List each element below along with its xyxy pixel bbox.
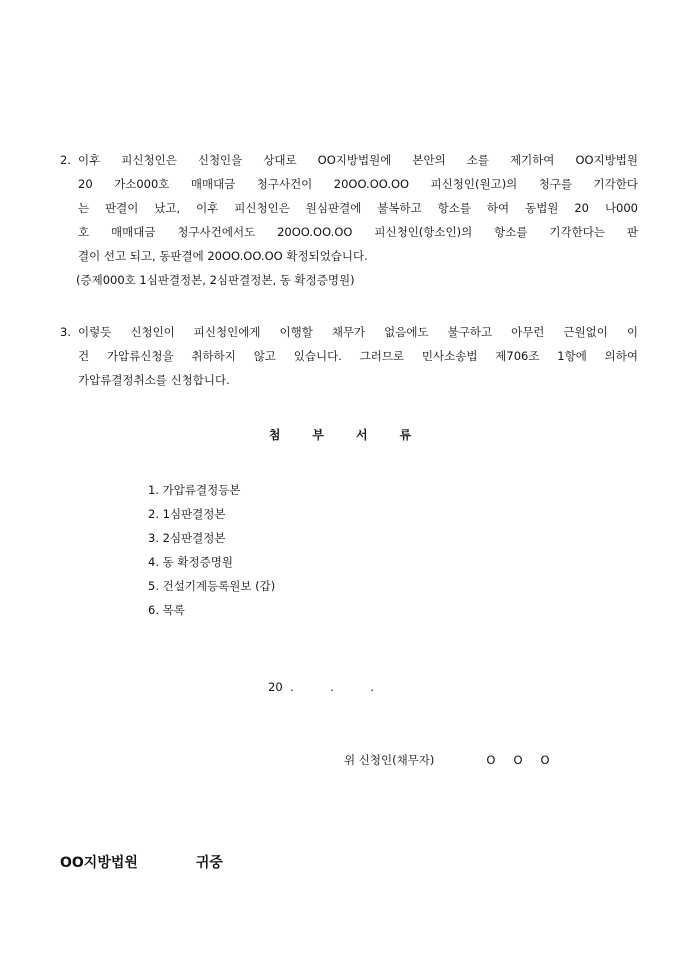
paragraph-2: [60, 148, 638, 292]
applicant-line: [344, 752, 568, 768]
evidence-note: (증제000호 1심판결정본, 2심판결정본, 동 확정증명원): [76, 273, 355, 287]
attachments-list: [148, 478, 275, 622]
attachment-item: 2. 1심판결정본: [148, 507, 226, 521]
paragraph-number: 2.: [60, 153, 71, 167]
attachment-item: 1. 가압류결정등본: [148, 483, 241, 497]
court-name: OO지방법원: [60, 855, 138, 871]
attachment-item: 4. 동 확정증명원: [148, 555, 233, 569]
attachment-item: 5. 건설기계등록원보 (갑): [148, 579, 276, 593]
attachment-item: 3. 2심판결정본: [148, 531, 226, 545]
paragraph-3: [60, 320, 638, 392]
paragraph-line: 건 가압류신청을 취하하지 않고 있습니다. 그러므로 민사소송법 제706조 1항에 의하여: [78, 349, 638, 363]
applicant-label: 위 신청인(채무자): [344, 753, 435, 767]
paragraph-line: 이후 피신청인은 신청인을 상대로 OO지방법원에 본안의 소를 제기하여 OO지방법원: [78, 153, 638, 167]
paragraph-line: 호 매매대금 청구사건에서도 20OO.OO.OO 피신청인(항소인)의 항소를 기각한다는 판: [78, 225, 638, 239]
date-line: 20 . . .: [268, 680, 375, 694]
attachments-heading: 첨부서류: [268, 428, 444, 442]
applicant-name: OOO: [486, 753, 568, 767]
court-honorific: 귀중: [195, 855, 223, 871]
attachment-item: 6. 목록: [148, 603, 185, 617]
paragraph-line: 이렇듯 신청인이 피신청인에게 이행할 채무가 없음에도 불구하고 아무런 근원없이 이: [78, 325, 638, 339]
paragraph-number: 3.: [60, 325, 71, 339]
paragraph-line: 결이 선고 되고, 동판결에 20OO.OO.OO 확정되었습니다.: [78, 249, 368, 263]
paragraph-line: 가압류결정취소를 신청합니다.: [78, 373, 230, 387]
paragraph-line: 는 판결이 났고, 이후 피신청인은 원심판결에 불복하고 항소를 하여 동법원 20 나000: [78, 201, 638, 215]
court-addressee: [60, 852, 223, 872]
paragraph-line: 20 가소000호 매매대금 청구사건이 20OO.OO.OO 피신청인(원고)의 청구를 기각한다: [78, 177, 638, 191]
